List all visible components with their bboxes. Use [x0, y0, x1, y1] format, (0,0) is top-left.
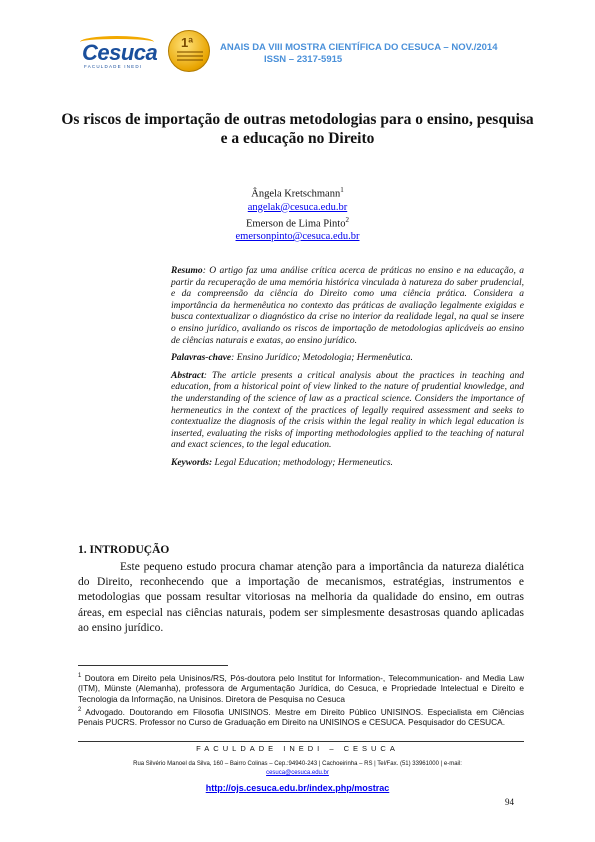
page-number: 94: [505, 797, 514, 807]
footnote-2: [78, 705, 524, 728]
section-heading: 1. INTRODUÇÃO: [78, 544, 170, 556]
palavras-chave-label: Palavras-chave: [171, 353, 232, 364]
resumo-paragraph: [171, 266, 524, 347]
intro-paragraph: Este pequeno estudo procura chamar atenção para a importância da natureza dialética do Direito, reconhecendo que a importação de mecanismos, estratégias, instrumentos e metodologias que possam resultar vitoriosas na melhoria da qualidade do ensino, em outras áreas, em especial nas ciências naturais, podem ser simplesmente desastrosas quando aplicadas ao ensino jurídico.: [78, 561, 524, 634]
palavras-chave-text: : Ensino Jurídico; Metodologia; Hermenêutica.: [231, 353, 413, 364]
footer-institution: FACULDADE INEDI – CESUCA: [196, 744, 399, 753]
footnote-1-mark: 1: [78, 673, 82, 679]
abstract-block: [171, 266, 524, 476]
author-1-note: 1: [340, 186, 344, 194]
logo-text: Cesuca: [82, 40, 158, 65]
resumo-label: Resumo: [171, 266, 203, 276]
footer-divider: [78, 741, 524, 742]
footer-address-block: [0, 760, 595, 778]
author-2-email-link[interactable]: emersonpinto@cesuca.edu.br: [235, 231, 360, 242]
footer-email-link[interactable]: cesuca@cesuca.edu.br: [266, 770, 329, 776]
footnote-2-mark: 2: [78, 706, 82, 713]
abstract-paragraph: [171, 371, 524, 452]
footer-address: Rua Silvério Manoel da Silva, 160 – Bairro Colinas – Cep.:94940-243 | Cachoeirinha – RS | Tel/Fax. (51) 33961000 | e-mail:: [133, 761, 462, 767]
seal-number: 1ª: [181, 35, 194, 50]
author-2-note: 2: [345, 215, 349, 224]
issn: ISSN – 2317-5915: [264, 54, 343, 65]
keywords-label: Keywords:: [171, 457, 213, 468]
footnote-2-text: Advogado. Doutorando em Filosofia UNISINOS. Mestre em Direito Público UNISINOS. Especialista em Ciências Penais PUCRS. Professor no Curso de Graduação em Direito na UNISINOS e CESUCA. Pesquisador do CESUCA.: [78, 706, 524, 727]
page-header: [78, 30, 538, 74]
footnotes: [78, 671, 524, 728]
award-seal-icon: [168, 30, 210, 72]
footer-url-block: [0, 783, 595, 793]
cesuca-logo: [78, 34, 156, 72]
author-2-name: Emerson de Lima Pinto: [246, 218, 346, 229]
keywords-paragraph: [171, 458, 524, 470]
resumo-text: : O artigo faz uma análise crítica acerca de práticas no ensino e na educação, a partir da recuperação de uma memória histórica vinculada à natureza do saber prudencial, e da compreensão da ciência do Direito como uma ciência prática. Considera a importância da hermenêutica no contexto das práticas de avaliação legalmente exigidas e busca contextualizar o diagnóstico da crise no interior da realidade legal, na qual se insere o ensino jurídico, avaliando os riscos de importação de metodologias aplicáveis ao ensino de ciências naturais e exatas, ao ensino jurídico.: [171, 266, 524, 346]
footnote-divider: [78, 665, 228, 666]
proceedings-title: ANAIS DA VIII MOSTRA CIENTÍFICA DO CESUCA – NOV./2014: [220, 42, 498, 53]
keywords-text: Legal Education; methodology; Hermeneutics.: [212, 457, 393, 468]
abstract-text: : The article presents a critical analysis about the practices in teaching and education, from a historical point of view linked to the nature of prudential knowledge, and the understanding of the science of law as a practical science. Considers the importance of hermeneutics in the context of the practices of legally required assessment and seeks to contextualize the diagnosis of the crisis within the legal reality in which legal education is inserted, evaluating the risks of importing methodologies applied to the teaching of natural and exact sciences, to the legal education.: [171, 370, 524, 451]
footer-url-link[interactable]: http://ojs.cesuca.edu.br/index.php/mostrac: [205, 783, 390, 793]
logo-subtitle: FACULDADE INEDI: [84, 64, 143, 69]
palavras-chave-paragraph: [171, 353, 524, 365]
footnote-1-text: Doutora em Direito pela Unisinos/RS, Pós-doutora pelo Institut for Information-, Telecommunication- and Media Law (ITM), Münste (Alemanha), professora de Argumentação Jurídica, do Cesuca, e Propriedade Intelectual e Direito e Tecnologia da Informação, na Unisinos. Diretora de Pesquisa no Cesuca: [78, 672, 524, 704]
abstract-label: Abstract: [171, 370, 204, 381]
article-title: Os riscos de importação de outras metodologias para o ensino, pesquisa e a educação no Direito: [61, 111, 534, 147]
author-1-name: Ângela Kretschmann: [251, 188, 341, 200]
author-block: [200, 184, 395, 243]
footnote-1: [78, 671, 524, 705]
author-1-email-link[interactable]: angelak@cesuca.edu.br: [247, 201, 348, 213]
